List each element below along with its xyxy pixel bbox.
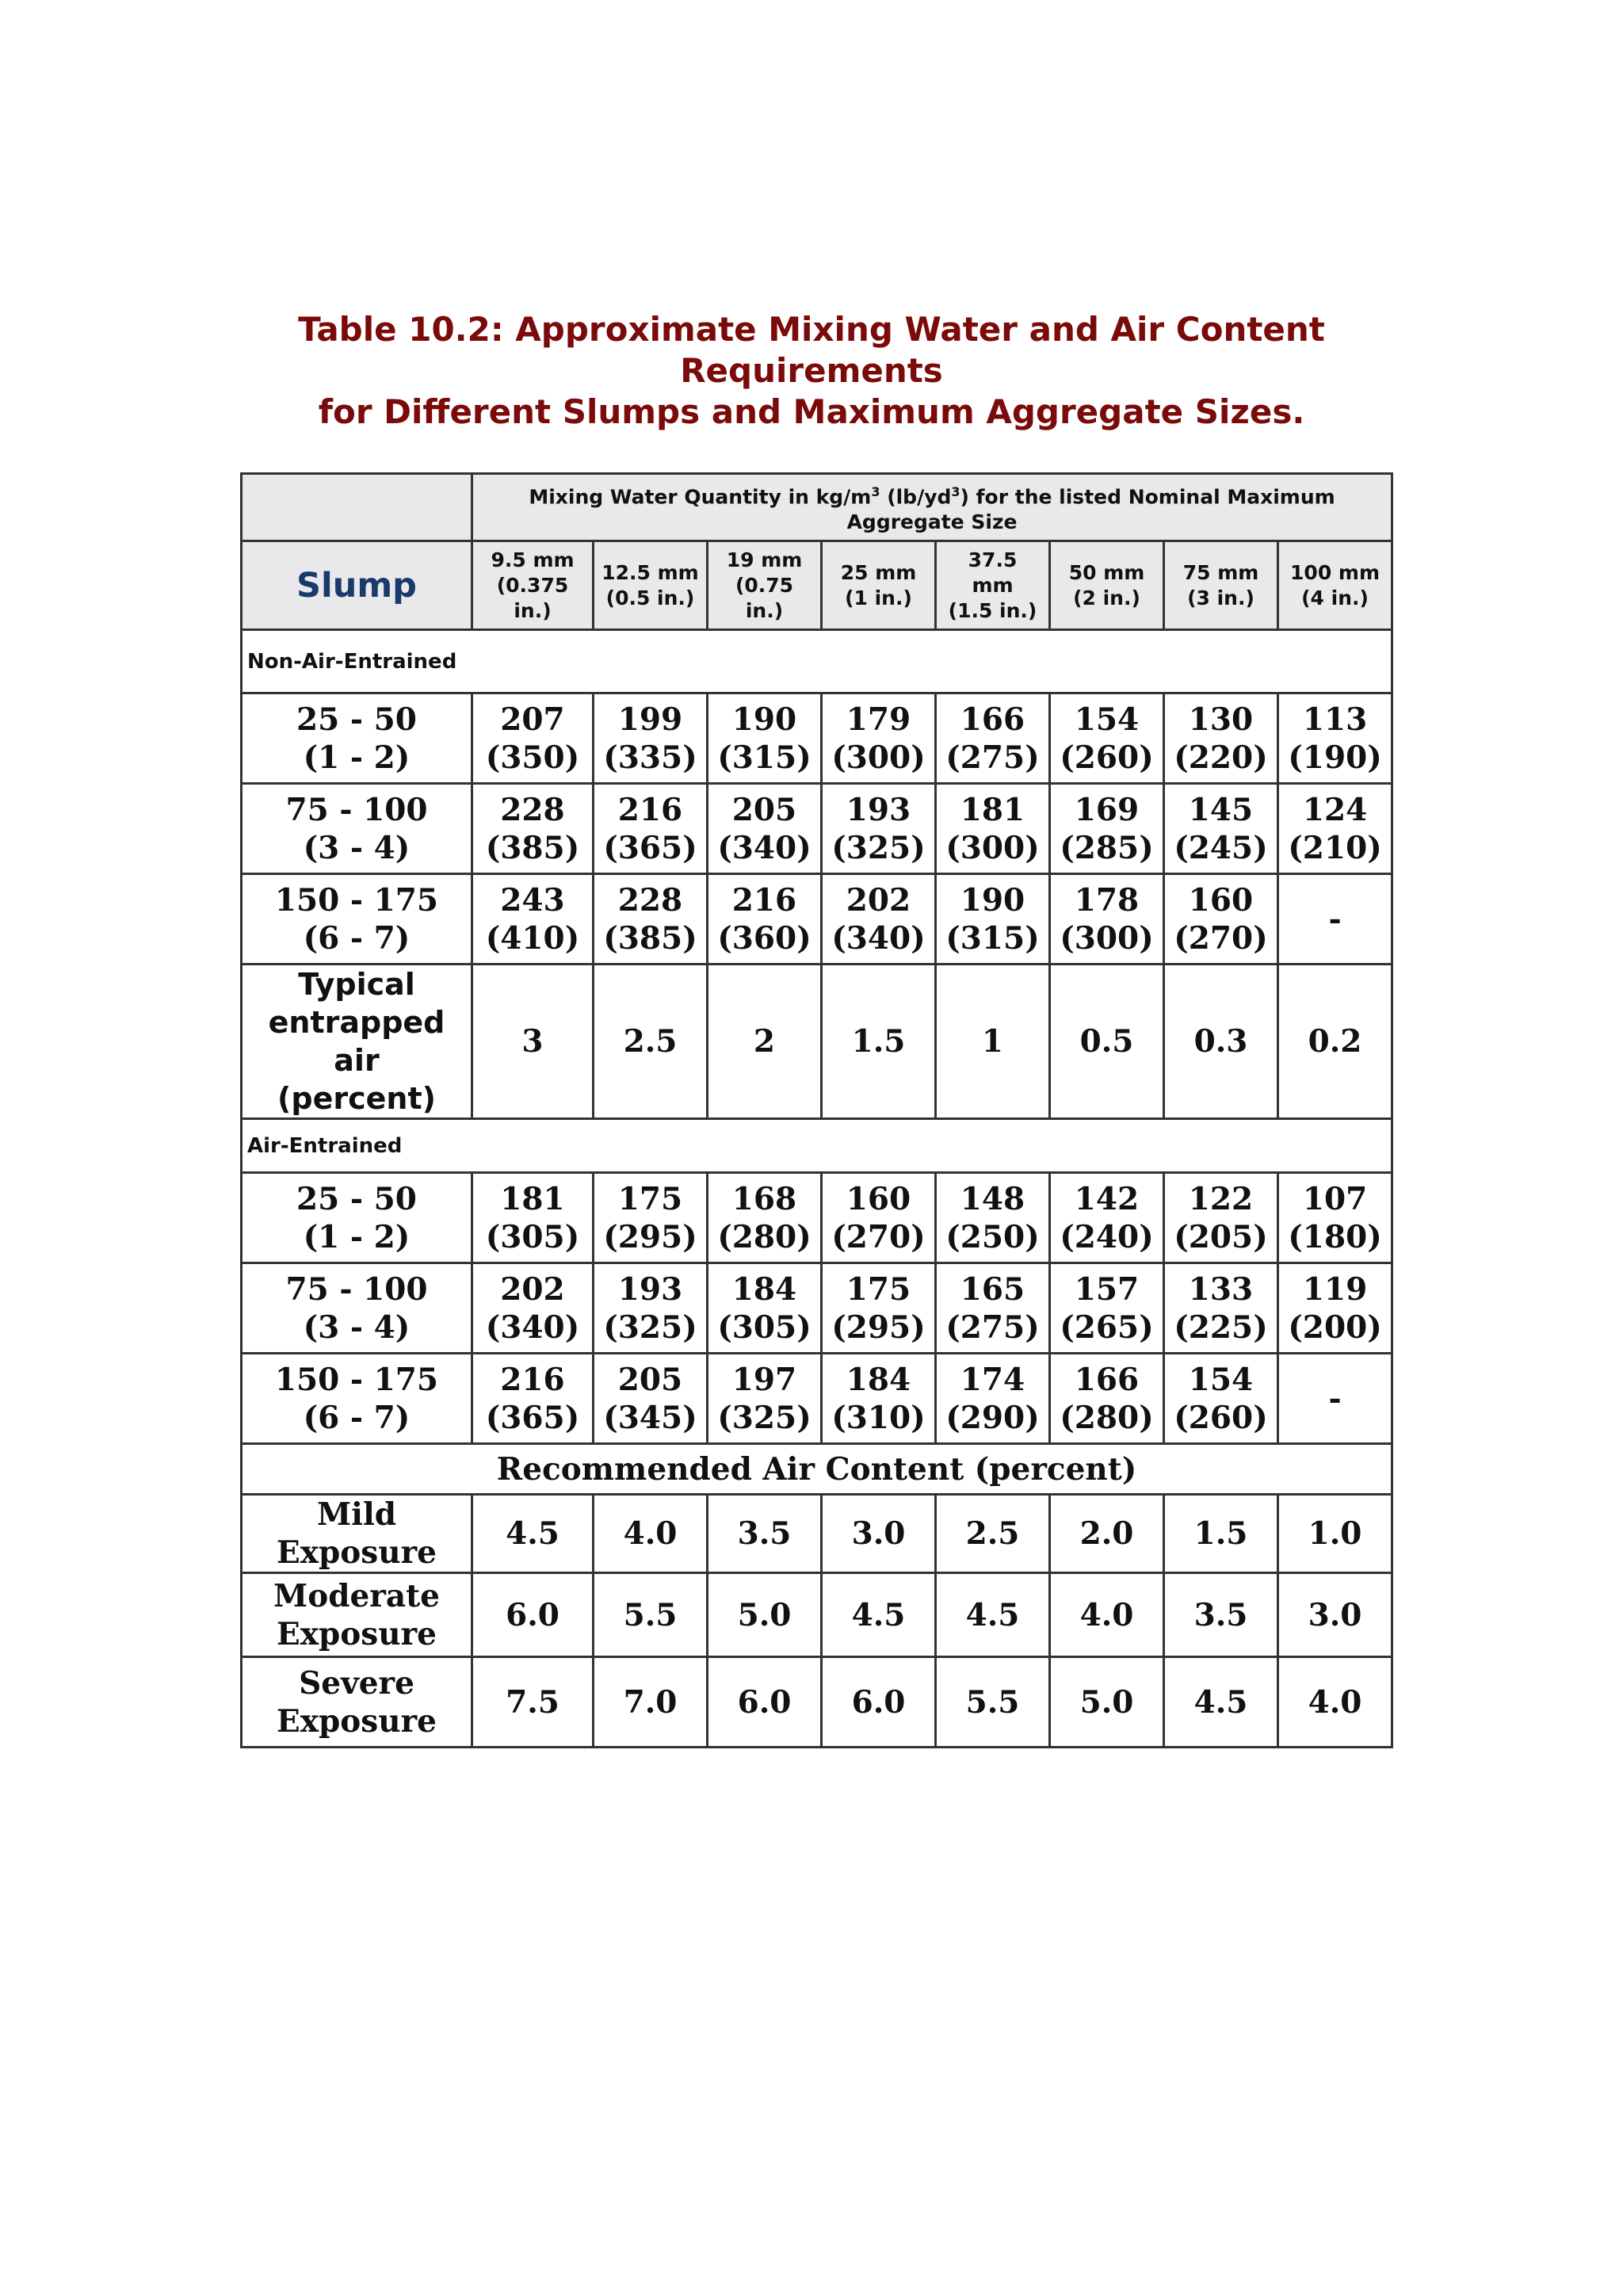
size-header-6	[1164, 541, 1278, 630]
value-cell: 5.0	[708, 1573, 822, 1657]
cell-line: 133	[1188, 1270, 1254, 1308]
size-header-3	[822, 541, 936, 630]
water-value-cell	[1164, 1263, 1278, 1354]
title-line-3: for Different Slumps and Maximum Aggregate Sizes.	[318, 392, 1305, 431]
section-air-entrained	[242, 1119, 1392, 1173]
cell-line: 216	[500, 1361, 565, 1398]
cell-line: 107	[1302, 1180, 1368, 1217]
cell-line: (295)	[831, 1308, 926, 1346]
water-value-cell	[1278, 784, 1392, 874]
cell-line: (2 in.)	[1073, 586, 1140, 609]
cell-line: (1 in.)	[845, 586, 912, 609]
cell-line: 75 - 100	[285, 1270, 428, 1308]
cell-line: 228	[617, 881, 683, 919]
water-value-cell	[1050, 1173, 1164, 1263]
value-cell: 4.0	[1278, 1657, 1392, 1748]
water-value-cell	[936, 1173, 1050, 1263]
size-header-2	[708, 541, 822, 630]
water-value-cell	[1164, 784, 1278, 874]
cell-line: (1 - 2)	[303, 1218, 411, 1255]
cell-line: 190	[960, 881, 1025, 919]
cell-line: (290)	[945, 1399, 1040, 1436]
water-value-cell	[594, 693, 708, 784]
cell-line: (3 - 4)	[303, 1308, 411, 1346]
cell-line: 207	[500, 701, 565, 738]
recommended-air-label: Recommended Air Content (percent)	[242, 1444, 1392, 1495]
cell-line: (300)	[831, 739, 926, 776]
cell-line: (270)	[1174, 919, 1268, 957]
cell-line: (260)	[1060, 739, 1154, 776]
water-value-cell	[472, 784, 594, 874]
water-value-cell	[472, 1173, 594, 1263]
cell-line: 190	[731, 701, 797, 738]
cell-line: 150 - 175	[274, 881, 439, 919]
water-value-cell	[708, 693, 822, 784]
value-cell: 3.5	[708, 1495, 822, 1573]
cell-line: 113	[1302, 701, 1368, 738]
cell-line: 243	[500, 881, 565, 919]
slump-header: Slump	[242, 541, 472, 630]
size-header-7	[1278, 541, 1392, 630]
cell-line: -	[1328, 900, 1342, 938]
cell-line: 168	[731, 1180, 797, 1217]
cell-line: (410)	[485, 919, 580, 957]
cell-line: 12.5 mm	[601, 560, 699, 584]
cell-line: 165	[960, 1270, 1025, 1308]
cell-line: (350)	[485, 739, 580, 776]
cell-line: (275)	[945, 739, 1040, 776]
cell-line: in.)	[514, 598, 552, 622]
cell-line: Moderate	[273, 1577, 440, 1614]
table-row	[242, 693, 1392, 784]
value-cell: 4.0	[1050, 1573, 1164, 1657]
water-value-cell	[936, 1263, 1050, 1354]
cell-line: 50 mm	[1068, 560, 1145, 584]
value-cell: 2.0	[1050, 1495, 1164, 1573]
cell-line: 197	[731, 1361, 797, 1398]
value-cell: 3	[472, 965, 594, 1119]
cell-line: (325)	[831, 829, 926, 866]
water-value-cell	[472, 693, 594, 784]
water-value-cell	[1050, 784, 1164, 874]
value-cell: 4.0	[594, 1495, 708, 1573]
mixing-water-header: Mixing Water Quantity in $kg/m^3$ $(lb/yd^3)$ for the listed Nominal Maximum Aggregate Size	[472, 474, 1392, 541]
size-header-5	[1050, 541, 1164, 630]
water-value-cell	[708, 874, 822, 965]
cell-line: (305)	[717, 1308, 812, 1346]
entrapped-air-row-label	[242, 965, 472, 1119]
exposure-row	[242, 1573, 1392, 1657]
table-body	[242, 474, 1392, 1748]
value-cell: 1.5	[1164, 1495, 1278, 1573]
cell-line: (325)	[603, 1308, 697, 1346]
cell-line: 75 - 100	[285, 791, 428, 828]
cell-line: Mild Exposure	[277, 1496, 437, 1572]
water-value-cell	[822, 1173, 936, 1263]
table-row	[242, 1354, 1392, 1444]
water-value-cell	[594, 874, 708, 965]
water-value-cell	[1164, 874, 1278, 965]
cell-line: (300)	[945, 829, 1040, 866]
cell-line: (220)	[1174, 739, 1268, 776]
value-cell: 2.5	[936, 1495, 1050, 1573]
value-cell: 0.5	[1050, 965, 1164, 1119]
cell-line: 157	[1074, 1270, 1140, 1308]
section-non-air-entrained	[242, 630, 1392, 693]
water-value-cell	[708, 1173, 822, 1263]
table-row	[242, 1263, 1392, 1354]
water-value-cell	[708, 1263, 822, 1354]
cell-line: (335)	[603, 739, 697, 776]
water-value-cell	[822, 1263, 936, 1354]
cell-line: (300)	[1060, 919, 1154, 957]
slump-range-cell	[242, 784, 472, 874]
cell-line: 9.5 mm	[491, 548, 575, 571]
cell-line: 205	[617, 1361, 683, 1398]
section-non-air-entrained-label: Non-Air-Entrained	[242, 630, 1392, 693]
water-value-cell	[1278, 1173, 1392, 1263]
water-value-cell	[594, 1173, 708, 1263]
cell-line: (4 in.)	[1301, 586, 1369, 609]
cell-line: 148	[960, 1180, 1025, 1217]
cell-line: (345)	[603, 1399, 697, 1436]
cell-line: (385)	[485, 829, 580, 866]
cell-line: (340)	[717, 829, 812, 866]
value-cell: 0.2	[1278, 965, 1392, 1119]
cell-line: 175	[617, 1180, 683, 1217]
value-cell: 1	[936, 965, 1050, 1119]
exposure-row	[242, 1657, 1392, 1748]
cell-line: (340)	[485, 1308, 580, 1346]
water-value-cell	[594, 784, 708, 874]
water-value-cell	[822, 693, 936, 784]
cell-line: 122	[1188, 1180, 1254, 1217]
cell-line: Typical	[298, 967, 415, 1003]
water-value-cell	[936, 874, 1050, 965]
value-cell: 4.5	[936, 1573, 1050, 1657]
water-value-cell	[472, 1263, 594, 1354]
cell-line: (305)	[485, 1218, 580, 1255]
cell-line: 174	[960, 1361, 1025, 1398]
table-row	[242, 874, 1392, 965]
value-cell: 3.0	[1278, 1573, 1392, 1657]
cell-line: (0.5 in.)	[605, 586, 695, 609]
cell-line: (325)	[717, 1399, 812, 1436]
cell-line: 175	[846, 1270, 911, 1308]
recommended-air-row	[242, 1444, 1392, 1495]
cell-line: (270)	[831, 1218, 926, 1255]
water-value-cell	[1164, 1173, 1278, 1263]
entrapped-air-row	[242, 965, 1392, 1119]
cell-line: (295)	[603, 1218, 697, 1255]
water-value-cell	[594, 1263, 708, 1354]
water-value-cell	[1050, 1354, 1164, 1444]
cell-line: (245)	[1174, 829, 1268, 866]
mixing-water-table	[240, 472, 1393, 1748]
water-value-cell	[1278, 693, 1392, 784]
cell-line: (3 - 4)	[303, 829, 411, 866]
cell-line: 216	[731, 881, 797, 919]
cell-line: 75 mm	[1182, 560, 1259, 584]
water-value-cell	[1278, 1354, 1392, 1444]
water-value-cell	[1278, 874, 1392, 965]
cell-line: (3 in.)	[1187, 586, 1254, 609]
header-corner	[242, 474, 472, 541]
cell-line: (365)	[603, 829, 697, 866]
value-cell: 6.0	[708, 1657, 822, 1748]
cell-line: 25 mm	[840, 560, 917, 584]
cell-line: mm	[972, 573, 1014, 597]
cell-line: (365)	[485, 1399, 580, 1436]
cell-line: (percent)	[277, 1081, 436, 1117]
table-row	[242, 1173, 1392, 1263]
value-cell: 4.5	[472, 1495, 594, 1573]
value-cell: 4.5	[822, 1573, 936, 1657]
cell-line: (280)	[1060, 1399, 1154, 1436]
cell-line: 181	[960, 791, 1025, 828]
cell-line: 202	[500, 1270, 565, 1308]
water-value-cell	[822, 874, 936, 965]
value-cell: 4.5	[1164, 1657, 1278, 1748]
cell-line: (210)	[1288, 829, 1382, 866]
title-line-1: Table 10.2: Approximate Mixing Water and Air Content	[298, 310, 1325, 349]
water-value-cell	[822, 1354, 936, 1444]
water-value-cell	[708, 1354, 822, 1444]
cell-line: 160	[1188, 881, 1254, 919]
cell-line: 216	[617, 791, 683, 828]
cell-line: Exposure	[277, 1702, 437, 1740]
cell-line: (250)	[945, 1218, 1040, 1255]
value-cell: 1.5	[822, 965, 936, 1119]
cell-line: 37.5	[968, 548, 1018, 571]
slump-range-cell	[242, 874, 472, 965]
value-cell: 2.5	[594, 965, 708, 1119]
value-cell: 7.0	[594, 1657, 708, 1748]
cell-line: (280)	[717, 1218, 812, 1255]
cell-line: -	[1328, 1380, 1342, 1417]
cell-line: (6 - 7)	[303, 1399, 411, 1436]
cell-line: (190)	[1288, 739, 1382, 776]
exposure-row-label	[242, 1495, 472, 1573]
water-value-cell	[1278, 1263, 1392, 1354]
exposure-row-label	[242, 1573, 472, 1657]
water-value-cell	[1164, 1354, 1278, 1444]
cell-line: 166	[1074, 1361, 1140, 1398]
header-row-sizes	[242, 541, 1392, 630]
value-cell: 6.0	[822, 1657, 936, 1748]
size-header-1	[594, 541, 708, 630]
exposure-row	[242, 1495, 1392, 1573]
cell-line: 202	[846, 881, 911, 919]
table-title	[0, 309, 1623, 433]
water-value-cell	[1050, 1263, 1164, 1354]
cell-line: (240)	[1060, 1218, 1154, 1255]
cell-line: 179	[846, 701, 911, 738]
cell-line: 119	[1302, 1270, 1368, 1308]
water-value-cell	[708, 784, 822, 874]
water-value-cell	[822, 784, 936, 874]
cell-line: 150 - 175	[274, 1361, 439, 1398]
water-value-cell	[936, 784, 1050, 874]
water-value-cell	[1164, 693, 1278, 784]
water-value-cell	[472, 1354, 594, 1444]
cell-line: (360)	[717, 919, 812, 957]
value-cell: 3.0	[822, 1495, 936, 1573]
cell-line: (180)	[1288, 1218, 1382, 1255]
value-cell: 6.0	[472, 1573, 594, 1657]
water-value-cell	[594, 1354, 708, 1444]
cell-line: (315)	[717, 739, 812, 776]
table-row	[242, 784, 1392, 874]
cell-line: 25 - 50	[296, 701, 417, 738]
cell-line: 205	[731, 791, 797, 828]
value-cell: 5.0	[1050, 1657, 1164, 1748]
cell-line: 124	[1302, 791, 1368, 828]
section-air-entrained-label: Air-Entrained	[242, 1119, 1392, 1173]
slump-range-cell	[242, 1173, 472, 1263]
cell-line: (310)	[831, 1399, 926, 1436]
cell-line: Exposure	[277, 1615, 437, 1652]
cell-line: 193	[846, 791, 911, 828]
cell-line: 19 mm	[726, 548, 803, 571]
cell-line: 199	[617, 701, 683, 738]
cell-line: 142	[1074, 1180, 1140, 1217]
water-value-cell	[936, 693, 1050, 784]
cell-line: in.)	[745, 598, 784, 622]
water-value-cell	[472, 874, 594, 965]
cell-line: 169	[1074, 791, 1140, 828]
cell-line: 154	[1188, 1361, 1254, 1398]
cell-line: 100 mm	[1290, 560, 1381, 584]
value-cell: 2	[708, 965, 822, 1119]
size-header-4	[936, 541, 1050, 630]
cell-line: 25 - 50	[296, 1180, 417, 1217]
cell-line: 228	[500, 791, 565, 828]
size-header-0	[472, 541, 594, 630]
cell-line: Severe	[299, 1664, 414, 1702]
cell-line: (315)	[945, 919, 1040, 957]
water-value-cell	[936, 1354, 1050, 1444]
slump-range-cell	[242, 1263, 472, 1354]
water-value-cell	[1050, 874, 1164, 965]
value-cell: 7.5	[472, 1657, 594, 1748]
cell-line: (260)	[1174, 1399, 1268, 1436]
value-cell: 3.5	[1164, 1573, 1278, 1657]
cell-line: 154	[1074, 701, 1140, 738]
header-row-top	[242, 474, 1392, 541]
value-cell: 0.3	[1164, 965, 1278, 1119]
slump-range-cell	[242, 1354, 472, 1444]
cell-line: (205)	[1174, 1218, 1268, 1255]
value-cell: 5.5	[936, 1657, 1050, 1748]
cell-line: 145	[1188, 791, 1254, 828]
cell-line: 130	[1188, 701, 1254, 738]
cell-line: 160	[846, 1180, 911, 1217]
cell-line: (265)	[1060, 1308, 1154, 1346]
cell-line: (285)	[1060, 829, 1154, 866]
value-cell: 1.0	[1278, 1495, 1392, 1573]
exposure-row-label	[242, 1657, 472, 1748]
cell-line: (6 - 7)	[303, 919, 411, 957]
cell-line: 166	[960, 701, 1025, 738]
cell-line: 193	[617, 1270, 683, 1308]
cell-line: (385)	[603, 919, 697, 957]
cell-line: (340)	[831, 919, 926, 957]
cell-line: entrapped air	[268, 1005, 445, 1079]
cell-line: (200)	[1288, 1308, 1382, 1346]
cell-line: 184	[731, 1270, 797, 1308]
cell-line: (275)	[945, 1308, 1040, 1346]
slump-range-cell	[242, 693, 472, 784]
water-value-cell	[1050, 693, 1164, 784]
cell-line: 178	[1074, 881, 1140, 919]
cell-line: 181	[500, 1180, 565, 1217]
value-cell: 5.5	[594, 1573, 708, 1657]
cell-line: 184	[846, 1361, 911, 1398]
cell-line: (0.75	[735, 573, 794, 597]
cell-line: (1 - 2)	[303, 739, 411, 776]
title-line-2: Requirements	[680, 351, 943, 390]
cell-line: (0.375	[496, 573, 569, 597]
cell-line: (225)	[1174, 1308, 1268, 1346]
cell-line: (1.5 in.)	[948, 598, 1037, 622]
